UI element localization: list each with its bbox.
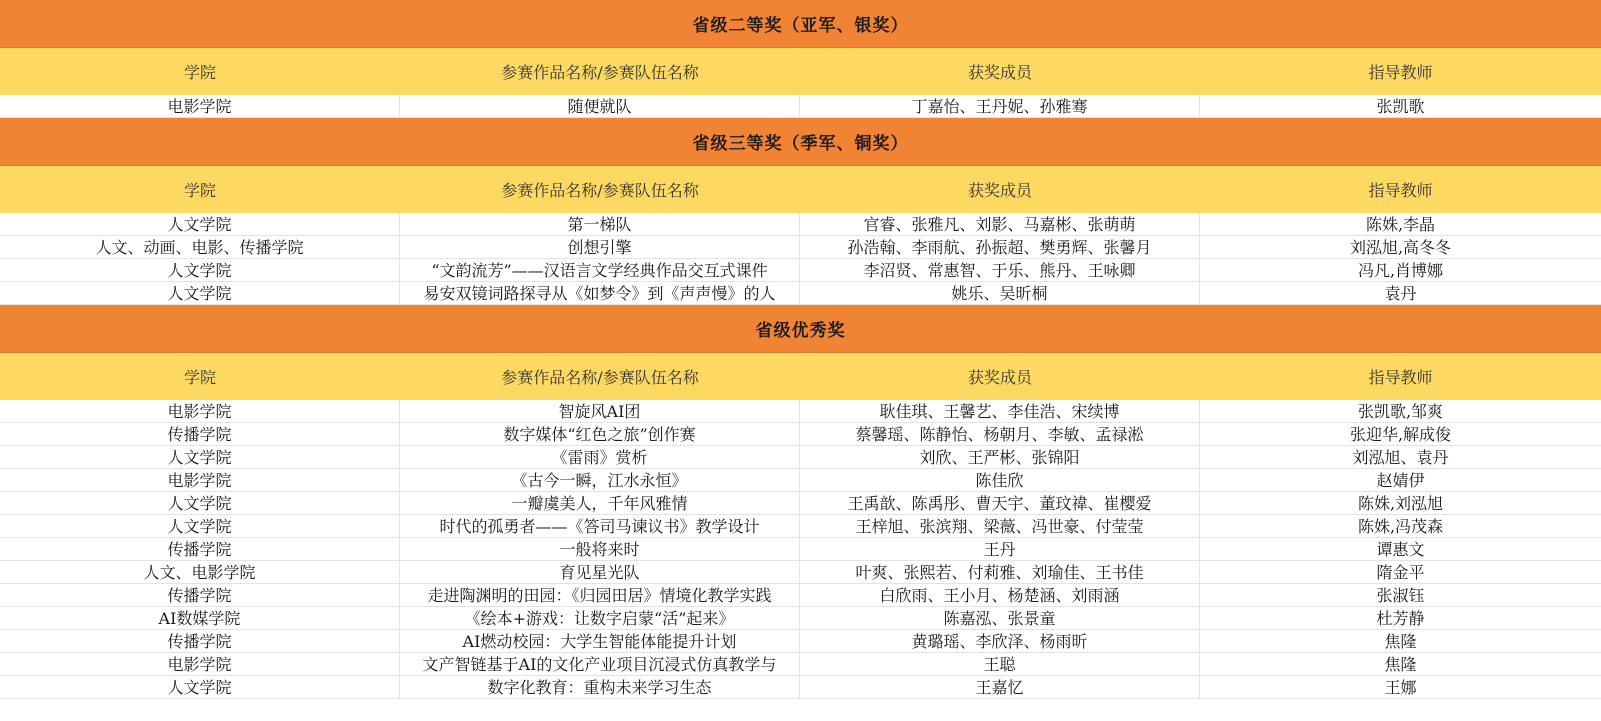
college-cell[interactable]: AI数媒学院 (0, 607, 400, 630)
members-cell[interactable]: 王梓旭、张滨翔、梁薇、冯世豪、付莹莹 (800, 515, 1200, 538)
entry-name-cell[interactable]: 时代的孤勇者——《答司马谏议书》教学设计 (400, 515, 800, 538)
column-header[interactable]: 参赛作品名称/参赛队伍名称 (501, 181, 699, 200)
table-row (0, 213, 1601, 236)
advisor-cell[interactable]: 陈姝,刘泓旭 (1357, 494, 1444, 513)
members-cell[interactable]: 姚乐、吴昕桐 (800, 282, 1200, 305)
advisor-cell[interactable]: 张凯歌 (1376, 97, 1425, 116)
advisor-cell[interactable]: 隋金平 (1376, 563, 1425, 582)
entry-name-cell[interactable]: 数字化教育：重构未来学习生态 (400, 676, 800, 699)
members-cell[interactable]: 丁嘉怡、王丹妮、孙雅骞 (800, 95, 1200, 118)
table-row (0, 607, 1601, 630)
advisor-cell[interactable]: 赵婧伊 (1376, 471, 1425, 490)
advisor-cell[interactable]: 刘泓旭、袁丹 (1352, 448, 1449, 467)
table-row (0, 400, 1601, 423)
column-header[interactable]: 学院 (183, 63, 216, 82)
members-cell[interactable]: 蔡馨瑶、陈静怡、杨朝月、李敏、孟禄淞 (800, 423, 1200, 446)
column-header[interactable]: 参赛作品名称/参赛队伍名称 (501, 368, 699, 387)
column-header[interactable]: 获奖成员 (967, 368, 1032, 387)
entry-name-cell[interactable]: 易安双镜词路探寻从《如梦令》到《声声慢》的人 (400, 282, 800, 305)
members-cell[interactable]: 王禹歆、陈禹彤、曹天宇、董玟禕、崔樱爱 (800, 492, 1200, 515)
entry-name-cell[interactable]: 创想引擎 (400, 236, 800, 259)
table-row (0, 653, 1601, 676)
college-cell[interactable]: 传播学院 (0, 423, 400, 446)
members-cell[interactable]: 王嘉忆 (800, 676, 1200, 699)
college-cell[interactable]: 电影学院 (0, 400, 400, 423)
members-cell[interactable]: 陈嘉泓、张景童 (800, 607, 1200, 630)
entry-name-cell[interactable]: 《雷雨》赏析 (400, 446, 800, 469)
college-cell[interactable]: 传播学院 (0, 538, 400, 561)
table-row (0, 492, 1601, 515)
advisor-cell[interactable]: 张凯歌,邹爽 (1357, 402, 1444, 421)
members-cell[interactable]: 耿佳琪、王馨艺、李佳浩、宋续博 (800, 400, 1200, 423)
entry-name-cell[interactable]: 走进陶渊明的田园：《归园田居》情境化教学实践 (400, 584, 800, 607)
entry-name-cell[interactable]: 随便就队 (400, 95, 800, 118)
members-cell[interactable]: 叶爽、张熙若、付莉雅、刘瑜佳、王书佳 (800, 561, 1200, 584)
college-cell[interactable]: 人文学院 (0, 676, 400, 699)
column-header[interactable]: 获奖成员 (967, 181, 1032, 200)
advisor-cell[interactable]: 焦隆 (1384, 655, 1417, 674)
college-cell[interactable]: 传播学院 (0, 584, 400, 607)
table-row (0, 515, 1601, 538)
college-cell[interactable]: 电影学院 (0, 469, 400, 492)
column-header[interactable]: 获奖成员 (967, 63, 1032, 82)
entry-name-cell[interactable]: 智旋风AI团 (400, 400, 800, 423)
advisor-cell[interactable]: 王娜 (1384, 678, 1417, 697)
section-title: 省级优秀奖 (0, 305, 1601, 353)
members-cell[interactable]: 王丹 (800, 538, 1200, 561)
college-cell[interactable]: 电影学院 (0, 95, 400, 118)
college-cell[interactable]: 人文、电影学院 (0, 561, 400, 584)
members-cell[interactable]: 孙浩翰、李雨航、孙振超、樊勇辉、张馨月 (800, 236, 1200, 259)
advisor-cell[interactable]: 袁丹 (1384, 284, 1417, 303)
members-cell[interactable]: 白欣雨、王小月、杨楚涵、刘雨涵 (800, 584, 1200, 607)
advisor-cell[interactable]: 谭惠文 (1376, 540, 1425, 559)
members-cell[interactable]: 陈佳欣 (800, 469, 1200, 492)
members-cell[interactable]: 王聪 (800, 653, 1200, 676)
members-cell[interactable]: 官睿、张雅凡、刘影、马嘉彬、张萌萌 (800, 213, 1200, 236)
entry-name-cell[interactable]: AI燃动校园：大学生智能体能提升计划 (400, 630, 800, 653)
college-cell[interactable]: 人文学院 (0, 259, 400, 282)
college-cell[interactable]: 传播学院 (0, 630, 400, 653)
table-row (0, 630, 1601, 653)
column-header[interactable]: 参赛作品名称/参赛队伍名称 (501, 63, 699, 82)
advisor-cell[interactable]: 张迎华,解成俊 (1349, 425, 1452, 444)
advisor-cell[interactable]: 张淑钰 (1376, 586, 1425, 605)
column-header[interactable]: 学院 (183, 181, 216, 200)
table-row (0, 676, 1601, 699)
college-cell[interactable]: 人文学院 (0, 446, 400, 469)
advisor-cell[interactable]: 焦隆 (1384, 632, 1417, 651)
table-row (0, 423, 1601, 446)
members-cell[interactable]: 李沼贤、常惠智、于乐、熊丹、王咏卿 (800, 259, 1200, 282)
table-row (0, 446, 1601, 469)
column-header-row (0, 166, 1601, 213)
column-header[interactable]: 指导教师 (1368, 181, 1433, 200)
advisor-cell[interactable]: 刘泓旭,高冬冬 (1349, 238, 1452, 257)
college-cell[interactable]: 电影学院 (0, 653, 400, 676)
college-cell[interactable]: 人文学院 (0, 213, 400, 236)
advisor-cell[interactable]: 陈姝,冯茂森 (1357, 517, 1444, 536)
column-header[interactable]: 指导教师 (1368, 63, 1433, 82)
advisor-cell[interactable]: 陈姝,李晶 (1365, 215, 1436, 234)
college-cell[interactable]: 人文学院 (0, 515, 400, 538)
members-cell[interactable]: 黄璐瑶、李欣泽、杨雨昕 (800, 630, 1200, 653)
table-row (0, 561, 1601, 584)
college-cell[interactable]: 人文、动画、电影、传播学院 (0, 236, 400, 259)
entry-name-cell[interactable]: 《古今一瞬，江水永恒》 (400, 469, 800, 492)
entry-name-cell[interactable]: 文产智链基于AI的文化产业项目沉浸式仿真教学与 (400, 653, 800, 676)
column-header-row (0, 48, 1601, 95)
entry-name-cell[interactable]: 第一梯队 (400, 213, 800, 236)
table-row (0, 236, 1601, 259)
entry-name-cell[interactable]: 一瓣虞美人，千年风雅情 (400, 492, 800, 515)
entry-name-cell[interactable]: “文韵流芳”——汉语言文学经典作品交互式课件 (400, 259, 800, 282)
table-row (0, 538, 1601, 561)
college-cell[interactable]: 人文学院 (0, 282, 400, 305)
table-row (0, 95, 1601, 118)
advisor-cell[interactable]: 杜芳静 (1376, 609, 1425, 628)
column-header[interactable]: 指导教师 (1368, 368, 1433, 387)
entry-name-cell[interactable]: 数字媒体“红色之旅”创作赛 (400, 423, 800, 446)
entry-name-cell[interactable]: 育见星光队 (400, 561, 800, 584)
college-cell[interactable]: 人文学院 (0, 492, 400, 515)
table-row (0, 469, 1601, 492)
section-title: 省级三等奖（季军、铜奖） (0, 118, 1601, 166)
advisor-cell[interactable]: 冯凡,肖博娜 (1357, 261, 1444, 280)
table-row (0, 584, 1601, 607)
entry-name-cell[interactable]: 《绘本+游戏：让数字启蒙“活”起来》 (400, 607, 800, 630)
section-title: 省级二等奖（亚军、银奖） (0, 0, 1601, 48)
entry-name-cell[interactable]: 一般将来时 (400, 538, 800, 561)
members-cell[interactable]: 刘欣、王严彬、张锦阳 (800, 446, 1200, 469)
table-row (0, 259, 1601, 282)
table-row (0, 282, 1601, 305)
column-header-row (0, 353, 1601, 400)
column-header[interactable]: 学院 (183, 368, 216, 387)
